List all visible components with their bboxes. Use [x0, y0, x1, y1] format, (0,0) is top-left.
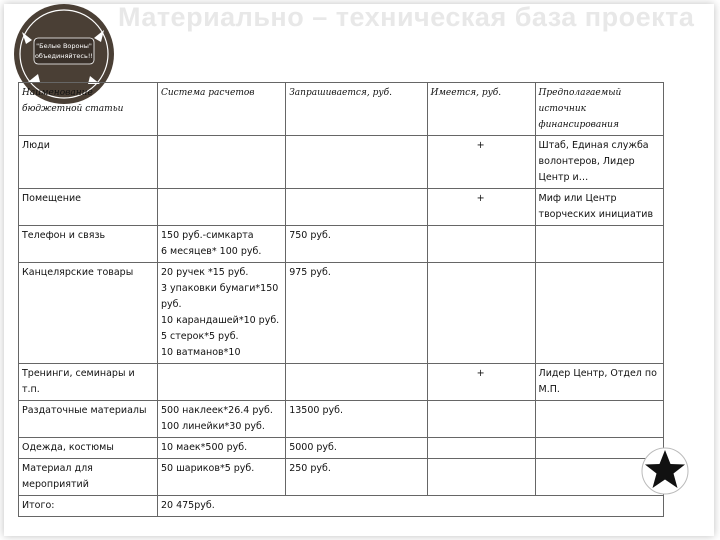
cell-item: Канцелярские товары — [19, 263, 158, 364]
cell-calc: 20 ручек *15 руб. 3 упаковки бумаги*150 руб. 10 карандашей*10 руб. 5 стерок*5 руб. 10 ватманов*10 — [157, 263, 285, 364]
cell-source: Лидер Центр, Отдел по М.П. — [535, 364, 663, 401]
table-row — [19, 263, 664, 364]
cell-requested — [286, 189, 427, 226]
table-row — [19, 226, 664, 263]
cell-available — [427, 226, 535, 263]
cell-source — [535, 263, 663, 364]
cell-requested: 975 руб. — [286, 263, 427, 364]
cell-calc: 500 наклеек*26.4 руб. 100 линейки*30 руб. — [157, 401, 285, 438]
cell-item: Помещение — [19, 189, 158, 226]
cell-available: + — [427, 136, 535, 189]
cell-source — [535, 226, 663, 263]
cell-calc: 150 руб.-симкарта 6 месяцев* 100 руб. — [157, 226, 285, 263]
cell-calc: 50 шариков*5 руб. — [157, 459, 285, 496]
cell-available — [427, 438, 535, 459]
table-row — [19, 189, 664, 226]
cell-item: Люди — [19, 136, 158, 189]
cell-calc: 10 маек*500 руб. — [157, 438, 285, 459]
slide-title: Материально – техническая база проекта — [118, 2, 695, 32]
cell-requested: 13500 руб. — [286, 401, 427, 438]
budget-table — [18, 82, 664, 517]
cell-requested: 750 руб. — [286, 226, 427, 263]
cell-available: + — [427, 364, 535, 401]
cell-item: Тренинги, семинары и т.п. — [19, 364, 158, 401]
header-calc: Система расчетов — [157, 83, 285, 136]
total-label: Итого: — [19, 496, 158, 517]
table-row — [19, 364, 664, 401]
cell-requested — [286, 136, 427, 189]
cell-available — [427, 459, 535, 496]
table-row — [19, 401, 664, 438]
logo-line-1: "Белые Вороны" — [36, 42, 92, 50]
cell-item: Телефон и связь — [19, 226, 158, 263]
cell-requested: 250 руб. — [286, 459, 427, 496]
total-value: 20 475руб. — [157, 496, 663, 517]
header-requested: Запрашивается, руб. — [286, 83, 427, 136]
star-icon — [640, 446, 690, 496]
header-available: Имеется, руб. — [427, 83, 535, 136]
table-row — [19, 438, 664, 459]
total-row — [19, 496, 664, 517]
cell-source — [535, 401, 663, 438]
cell-available — [427, 263, 535, 364]
cell-item: Одежда, костюмы — [19, 438, 158, 459]
logo-line-2: объединяйтесь!! — [34, 52, 94, 60]
cell-requested: 5000 руб. — [286, 438, 427, 459]
table-header-row — [19, 83, 664, 136]
cell-item: Материал для мероприятий — [19, 459, 158, 496]
table-row — [19, 459, 664, 496]
cell-source: Миф или Центр творческих инициатив — [535, 189, 663, 226]
cell-available — [427, 401, 535, 438]
header-item: Наименование бюджетной статьи — [19, 83, 158, 136]
cell-item: Раздаточные материалы — [19, 401, 158, 438]
header-source: Предполагаемый источник финансирования — [535, 83, 663, 136]
cell-calc — [157, 189, 285, 226]
cell-requested — [286, 364, 427, 401]
table-row — [19, 136, 664, 189]
cell-source: Штаб, Единая служба волонтеров, Лидер Центр и… — [535, 136, 663, 189]
cell-calc — [157, 364, 285, 401]
cell-available: + — [427, 189, 535, 226]
cell-calc — [157, 136, 285, 189]
